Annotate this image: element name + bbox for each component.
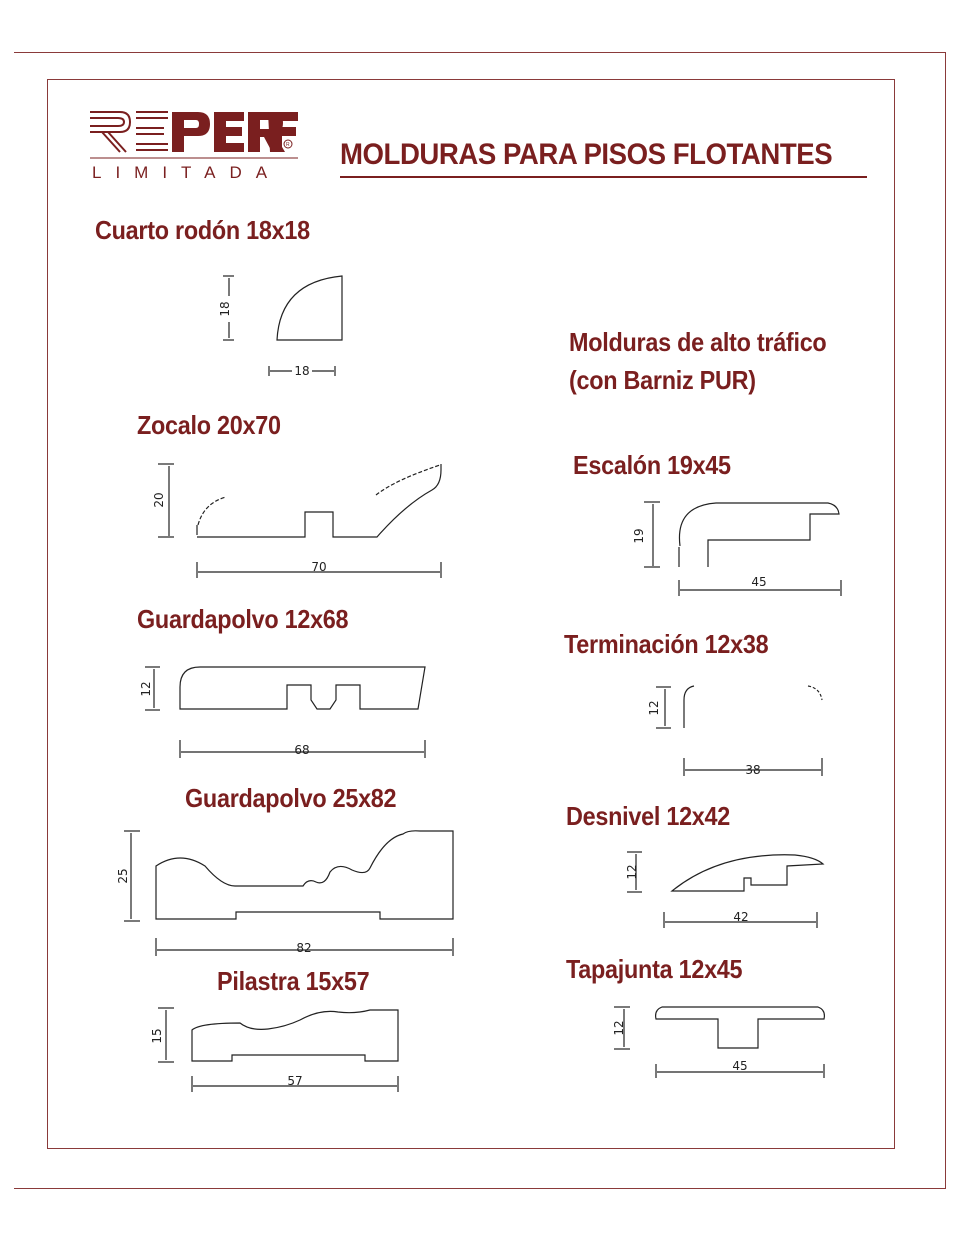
profile-pilastra — [158, 1008, 398, 1092]
label-pilastra: Pilastra 15x57 — [217, 966, 370, 996]
profile-escalon — [644, 502, 841, 596]
dim-zocalo-width: 70 — [311, 560, 327, 574]
label-terminacion: Terminación 12x38 — [564, 629, 769, 659]
dim-pilastra-height: 15 — [150, 1028, 164, 1044]
profile-desnivel — [627, 852, 823, 928]
profile-guardapolvo-12 — [145, 667, 425, 758]
page-title: MOLDURAS PARA PISOS FLOTANTES — [340, 138, 833, 171]
profile-tapajunta — [614, 1007, 824, 1078]
dim-desnivel-height: 12 — [625, 864, 639, 880]
dim-tapajunta-width: 45 — [732, 1059, 748, 1073]
dim-guardapolvo-12-width: 68 — [294, 743, 310, 757]
label-guardapolvo-12: Guardapolvo 12x68 — [137, 604, 349, 634]
dim-guardapolvo-25-height: 25 — [116, 868, 130, 884]
label-desnivel: Desnivel 12x42 — [566, 801, 731, 831]
label-cuarto-rodon: Cuarto rodón 18x18 — [95, 215, 310, 245]
high-traffic-line1: Molduras de alto tráfico — [569, 327, 827, 357]
label-tapajunta: Tapajunta 12x45 — [566, 954, 743, 984]
profile-terminacion — [656, 686, 822, 776]
profile-zocalo — [158, 464, 441, 578]
dim-tapajunta-height: 12 — [612, 1020, 626, 1036]
dim-escalon-height: 19 — [632, 528, 646, 544]
profile-cuarto-rodon — [223, 276, 342, 376]
registered-mark-text: R — [286, 142, 290, 148]
label-zocalo: Zocalo 20x70 — [137, 410, 281, 440]
dim-escalon-width: 45 — [751, 575, 767, 589]
label-guardapolvo-25: Guardapolvo 25x82 — [185, 783, 397, 813]
high-traffic-line2: (con Barniz PUR) — [569, 365, 756, 395]
dim-zocalo-height: 20 — [152, 492, 166, 508]
dim-guardapolvo-25-width: 82 — [296, 941, 312, 955]
dim-pilastra-width: 57 — [287, 1074, 303, 1088]
dim-desnivel-width: 42 — [733, 910, 749, 924]
dim-terminacion-height: 12 — [647, 700, 661, 716]
dim-guardapolvo-12-height: 12 — [139, 681, 153, 697]
dim-cuarto-rodon-height: 18 — [218, 301, 232, 317]
profile-guardapolvo-25 — [124, 831, 453, 956]
dim-terminacion-width: 38 — [745, 763, 761, 777]
dim-cuarto-rodon-width: 18 — [294, 364, 310, 378]
logo-subtitle: LIMITADA — [92, 163, 282, 182]
label-escalon: Escalón 19x45 — [573, 450, 731, 480]
